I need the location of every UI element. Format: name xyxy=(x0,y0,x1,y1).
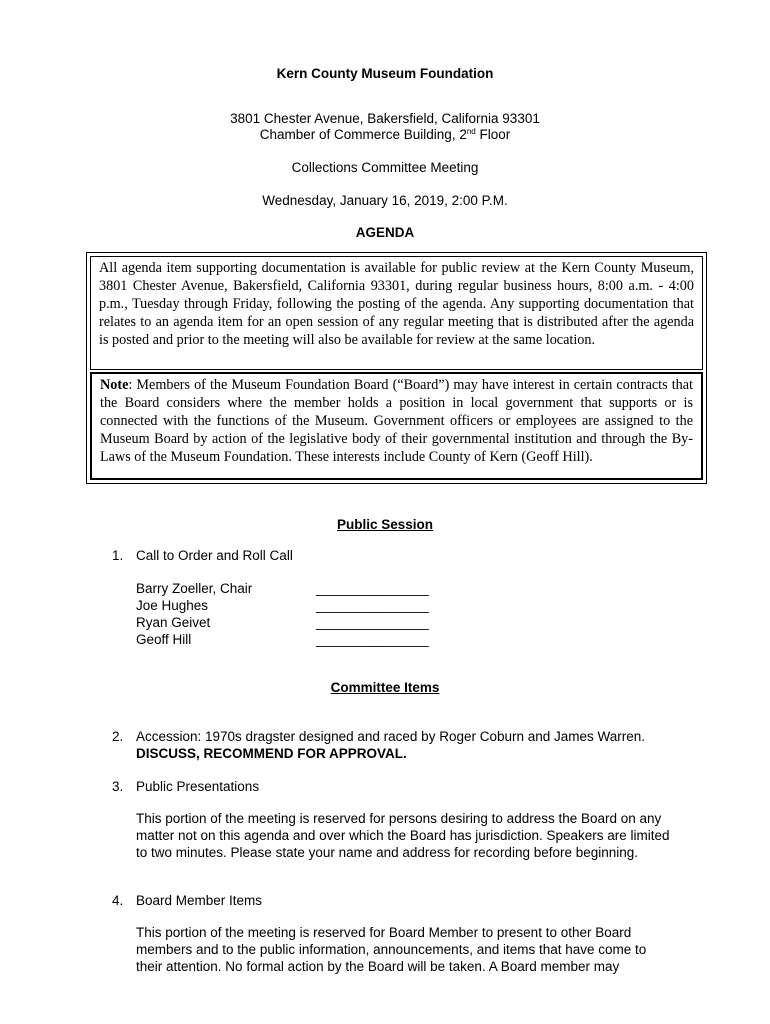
public-review-notice xyxy=(90,256,703,370)
organization-title: Kern County Museum Foundation xyxy=(276,66,494,81)
signature-line: _______________ xyxy=(316,581,429,596)
meeting-datetime: Wednesday, January 16, 2019, 2:00 P.M. xyxy=(262,193,508,208)
item-2-action: DISCUSS, RECOMMEND FOR APPROVAL. xyxy=(136,746,407,761)
item-title: Board Member Items xyxy=(136,893,263,908)
signature-line: _______________ xyxy=(316,632,429,647)
address-line: 3801 Chester Avenue, Bakersfield, California 93301 xyxy=(230,111,540,126)
signature-line: _______________ xyxy=(316,598,429,613)
member-name: Geoff Hill xyxy=(136,632,192,647)
item-number: 3. xyxy=(112,779,124,794)
item-number: 2. xyxy=(112,729,124,744)
item-3-description: This portion of the meeting is reserved for persons desiring to address the Board on any matter not on this agenda and over which the Board has jurisdiction. Speakers are limited to two minutes. Please state your name and address for recording before beginning. xyxy=(136,811,670,860)
public-review-text: All agenda item supporting documentation is available for public review at the Kern County Museum, 3801 Chester Avenue, Bakersfield, California 93301, during regular business hours, 8:00 a.m. - 4:00 p.m., Tuesday through Friday, following the posting of the agenda. Any supporting documentation that relates to an agenda item for an open session of any regular meeting that is distributed after the agenda is posted and prior to the meeting will also be available for review at the same location. xyxy=(99,260,694,348)
agenda-title: AGENDA xyxy=(355,225,415,240)
item-text: Accession: 1970s dragster designed and raced by Roger Coburn and James Warren. xyxy=(136,729,646,744)
roll-call-row xyxy=(136,597,456,614)
item-title: Public Presentations xyxy=(136,779,260,794)
building-prefix: Chamber of Commerce Building, 2 xyxy=(259,127,467,142)
building-line xyxy=(0,126,770,143)
member-name: Barry Zoeller, Chair xyxy=(136,581,253,596)
item-4-description: This portion of the meeting is reserved for Board Member to present to other Board members and to the public information, announcements, and items that have come to their attention. No formal action by the Board will be taken. A Board member may xyxy=(136,925,647,974)
building-floor-suffix: nd xyxy=(466,127,476,136)
item-number: 4. xyxy=(112,893,124,908)
building-suffix: Floor xyxy=(475,127,511,142)
member-name: Joe Hughes xyxy=(136,598,209,613)
roll-call-row xyxy=(136,631,456,648)
item-title: Call to Order and Roll Call xyxy=(136,548,293,563)
roll-call-list xyxy=(136,580,456,648)
member-name: Ryan Geivet xyxy=(136,615,211,630)
roll-call-row xyxy=(136,614,456,631)
signature-line: _______________ xyxy=(316,615,429,630)
board-interest-note xyxy=(90,372,703,480)
meeting-name: Collections Committee Meeting xyxy=(291,160,479,175)
public-session-heading: Public Session xyxy=(336,517,434,532)
item-number: 1. xyxy=(112,548,124,563)
note-label: Note xyxy=(100,377,129,393)
roll-call-row xyxy=(136,580,456,597)
note-text: : Members of the Museum Foundation Board (“Board”) may have interest in certain contracts that the Board considers where the member holds a position in local government that supports or is connected with the functions of the Museum. Government officers or employees are assigned to the Museum Board by action of the legislative body of their governmental institution and through the By-Laws of the Museum Foundation. These interests include County of Kern (Geoff Hill). xyxy=(100,377,693,465)
committee-items-heading: Committee Items xyxy=(330,680,440,695)
